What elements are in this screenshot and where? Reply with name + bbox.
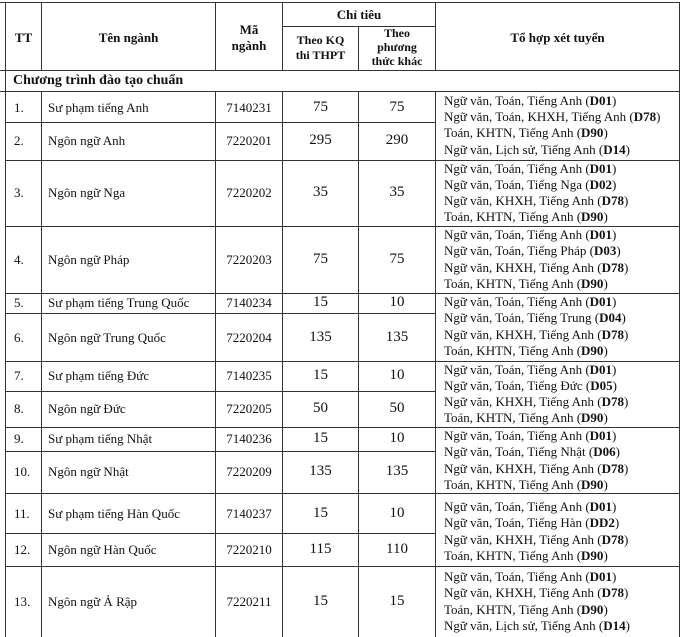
- header-theo-kq-1: Theo KQ: [296, 33, 345, 47]
- header-ma-nganh-1: Mã: [239, 22, 259, 37]
- header-theo-pt-1: Theo: [383, 26, 410, 40]
- row-other: 35: [389, 184, 405, 200]
- row-tt: 13.: [14, 594, 31, 609]
- table-top-border: [0, 2, 680, 3]
- row-tt: 5.: [14, 295, 24, 310]
- row-other: 50: [389, 400, 405, 416]
- row-separator: [5, 226, 435, 227]
- row-other: 15: [389, 593, 405, 609]
- row-code: 7220210: [226, 542, 272, 557]
- row-name: Ngôn ngữ Nhật: [48, 464, 129, 479]
- row-separator: [5, 533, 435, 534]
- row-other: 75: [389, 99, 405, 115]
- row-separator: [5, 160, 435, 161]
- combo-line: Ngữ văn, Lịch sử, Tiếng Anh (D14): [444, 618, 630, 633]
- header-bottom-border: [0, 70, 680, 71]
- row-tt: 3.: [14, 185, 24, 200]
- combo-line: Ngữ văn, Toán, Tiếng Anh (D01): [444, 362, 617, 377]
- row-name: Ngôn ngữ Đức: [48, 401, 126, 416]
- combo-line: Ngữ văn, Toán, Tiếng Pháp (D03): [444, 243, 621, 258]
- row-kq: 75: [313, 251, 328, 267]
- row-name: Ngôn ngữ Anh: [48, 133, 126, 148]
- combo-line: Ngữ văn, Toán, Tiếng Anh (D01): [444, 569, 617, 584]
- combo-line: Ngữ văn, Lịch sử, Tiếng Anh (D14): [444, 142, 630, 157]
- row-tt: 11.: [14, 506, 30, 521]
- row-separator: [5, 427, 435, 428]
- combo-line: Toán, KHTN, Tiếng Anh (D90): [444, 209, 608, 224]
- header-theo-pt-2: phương: [377, 40, 417, 54]
- row-other: 10: [389, 430, 405, 446]
- row-separator: [5, 122, 435, 123]
- row-kq: 50: [313, 400, 328, 416]
- header-tt: TT: [14, 30, 33, 45]
- row-other: 135: [385, 329, 409, 345]
- row-code: 7220203: [226, 252, 272, 267]
- row-name: Sư phạm tiếng Nhật: [48, 431, 153, 446]
- row-code: 7220205: [226, 401, 272, 416]
- header-theo-pt-3: thức khác: [371, 54, 423, 68]
- row-name: Sư phạm tiếng Anh: [48, 100, 149, 115]
- row-name: Ngôn ngữ Pháp: [48, 252, 130, 267]
- row-separator: [5, 391, 435, 392]
- combo-line: Ngữ văn, Toán, Tiếng Anh (D01): [444, 294, 617, 309]
- row-kq: 115: [309, 541, 332, 557]
- row-tt: 4.: [14, 252, 24, 267]
- row-name: Ngôn ngữ Hàn Quốc: [48, 542, 157, 557]
- combo-line: Ngữ văn, KHXH, Tiếng Anh (D78): [444, 461, 629, 476]
- row-separator: [5, 361, 435, 362]
- row-name: Sư phạm tiếng Hàn Quốc: [48, 506, 180, 521]
- row-code: 7220211: [226, 594, 272, 609]
- combo-line: Ngữ văn, KHXH, Tiếng Anh (D78): [444, 585, 629, 600]
- combo-line: Ngữ văn, Toán, Tiếng Đức (D05): [444, 378, 617, 393]
- combo-line: Ngữ văn, KHXH, Tiếng Anh (D78): [444, 193, 629, 208]
- combo-line: Toán, KHTN, Tiếng Anh (D90): [444, 343, 608, 358]
- row-kq: 15: [313, 593, 328, 609]
- row-code: 7140237: [226, 506, 272, 521]
- row-kq: 295: [309, 132, 332, 148]
- row-tt: 2.: [14, 133, 24, 148]
- row-name: Sư phạm tiếng Đức: [48, 368, 150, 383]
- combo-line: Toán, KHTN, Tiếng Anh (D90): [444, 125, 608, 140]
- section-bottom-border: [0, 91, 680, 92]
- combo-line: Ngữ văn, Toán, Tiếng Hàn (DD2): [444, 515, 620, 530]
- row-code: 7140236: [226, 431, 272, 446]
- row-code: 7140235: [226, 368, 272, 383]
- row-other: 110: [386, 541, 408, 557]
- combo-line: Ngữ văn, Toán, Tiếng Trung (D04): [444, 310, 626, 325]
- row-separator: [5, 566, 435, 567]
- row-code: 7140231: [226, 100, 272, 115]
- row-kq: 15: [313, 367, 328, 383]
- combo-line: Ngữ văn, Toán, KHXH, Tiếng Anh (D78): [444, 109, 661, 124]
- row-other: 10: [389, 505, 405, 521]
- row-code: 7220201: [226, 133, 272, 148]
- header-to-hop: Tổ hợp xét tuyển: [510, 30, 605, 45]
- combo-line: Toán, KHTN, Tiếng Anh (D90): [444, 410, 608, 425]
- combo-line: Ngữ văn, KHXH, Tiếng Anh (D78): [444, 394, 629, 409]
- combo-line: Ngữ văn, Toán, Tiếng Anh (D01): [444, 227, 617, 242]
- row-tt: 7.: [14, 368, 24, 383]
- row-code: 7220204: [226, 330, 272, 345]
- row-tt: 1.: [14, 100, 24, 115]
- combo-line: Ngữ văn, Toán, Tiếng Anh (D01): [444, 499, 617, 514]
- header-chi-tieu: Chỉ tiêu: [336, 7, 382, 22]
- row-kq: 15: [313, 294, 328, 310]
- row-kq: 75: [313, 99, 328, 115]
- combo-line: Toán, KHTN, Tiếng Anh (D90): [444, 602, 608, 617]
- header-theo-kq-2: thi THPT: [295, 48, 346, 62]
- row-name: Ngôn ngữ Ả Rập: [48, 594, 138, 609]
- row-kq: 15: [313, 505, 328, 521]
- combo-line: Ngữ văn, Toán, Tiếng Nhật (D06): [444, 444, 620, 459]
- row-name: Ngôn ngữ Nga: [48, 185, 126, 200]
- col-border-tt-body: [41, 91, 42, 637]
- row-separator: [5, 451, 435, 452]
- row-other: 10: [389, 294, 405, 310]
- header-ma-nganh-2: ngành: [231, 38, 267, 53]
- row-code: 7220202: [226, 185, 272, 200]
- row-kq: 135: [309, 463, 332, 479]
- combo-line: Ngữ văn, KHXH, Tiếng Anh (D78): [444, 260, 629, 275]
- combo-line: Toán, KHTN, Tiếng Anh (D90): [444, 548, 608, 563]
- combo-line: Toán, KHTN, Tiếng Anh (D90): [444, 477, 608, 492]
- row-other: 10: [389, 367, 405, 383]
- combo-line: Ngữ văn, Toán, Tiếng Nga (D02): [444, 177, 617, 192]
- combo-line: Ngữ văn, KHXH, Tiếng Anh (D78): [444, 327, 629, 342]
- row-tt: 6.: [14, 330, 24, 345]
- row-tt: 10.: [14, 464, 31, 479]
- row-tt: 9.: [14, 431, 24, 446]
- row-separator: [5, 313, 435, 314]
- col-border-other-body: [435, 91, 436, 637]
- col-border-left: [5, 2, 6, 637]
- combo-line: Ngữ văn, Toán, Tiếng Anh (D01): [444, 161, 617, 176]
- header-ten-nganh: Tên ngành: [98, 30, 159, 45]
- row-other: 135: [385, 463, 409, 479]
- row-code: 7140234: [226, 295, 272, 310]
- row-tt: 12.: [14, 542, 31, 557]
- row-separator: [5, 493, 435, 494]
- combo-line: Ngữ văn, Toán, Tiếng Anh (D01): [444, 93, 617, 108]
- row-tt: 8.: [14, 401, 24, 416]
- row-other: 290: [385, 132, 409, 148]
- row-code: 7220209: [226, 464, 272, 479]
- row-name: Sư phạm tiếng Trung Quốc: [48, 295, 190, 310]
- combo-line: Ngữ văn, KHXH, Tiếng Anh (D78): [444, 532, 629, 547]
- row-kq: 15: [313, 430, 328, 446]
- row-name: Ngôn ngữ Trung Quốc: [48, 330, 166, 345]
- row-kq: 135: [309, 329, 332, 345]
- section-title: Chương trình đào tạo chuẩn: [13, 73, 184, 88]
- combo-group-separator: [435, 566, 680, 567]
- row-kq: 35: [313, 184, 328, 200]
- row-other: 75: [389, 251, 405, 267]
- combo-line: Toán, KHTN, Tiếng Anh (D90): [444, 276, 608, 291]
- combo-line: Ngữ văn, Toán, Tiếng Anh (D01): [444, 428, 617, 443]
- combo-group-separator: [435, 493, 680, 494]
